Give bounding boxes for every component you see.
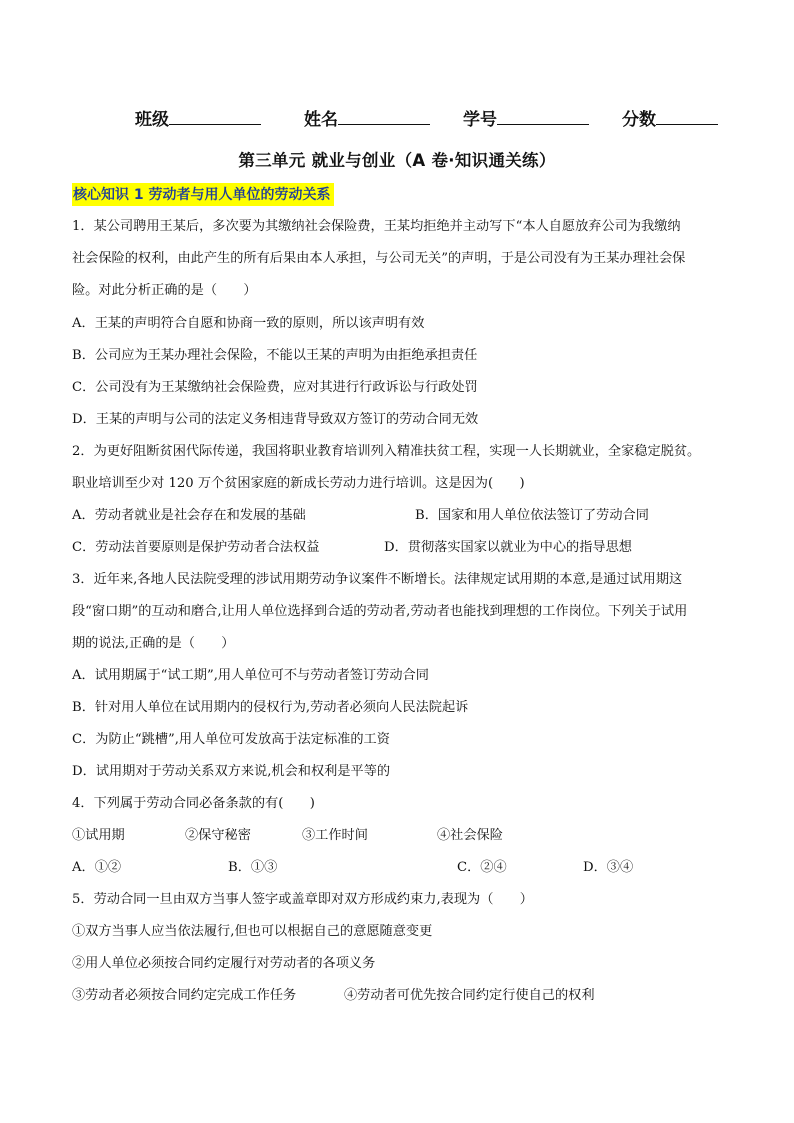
student-info-row [0,104,794,132]
q3-stem-line-1: 3．近年来,各地人民法院受理的涉试用期劳动争议案件不断增长。法律规定试用期的本意,是通过试用期这 [72,572,683,587]
q4-option-a[interactable]: A．①② [72,860,122,875]
score-blank[interactable] [656,104,718,125]
q2-stem-line-1: 2．为更好阻断贫困代际传递，我国将职业教育培训列入精准扶贫工程，实现一人长期就业，全家稳定脱贫。 [72,444,701,459]
name-label: 姓名 [304,110,338,130]
q2-stem-line-2: 职业培训至少对 120 万个贫困家庭的新成长劳动力进行培训。这是因为( ) [72,476,525,491]
student-id-label: 学号 [463,110,497,130]
q2-option-b[interactable]: B．国家和用人单位依法签订了劳动合同 [415,508,649,523]
q3-option-c[interactable]: C．为防止“跳槽”,用人单位可发放高于法定标准的工资 [72,732,390,747]
q3-option-d[interactable]: D．试用期对于劳动关系双方来说,机会和权利是平等的 [72,764,391,779]
q4-item-1: ①试用期 [72,828,125,843]
q4-item-3: ③工作时间 [302,828,368,843]
class-blank[interactable] [169,104,261,125]
q3-stem-line-3: 期的说法,正确的是（ ） [72,636,235,651]
score-field [622,104,718,130]
q5-item-1: ①双方当事人应当依法履行,但也可以根据自己的意愿随意变更 [72,924,433,939]
score-label: 分数 [622,110,656,130]
q4-option-b[interactable]: B．①③ [228,860,278,875]
q4-option-c[interactable]: C．②④ [457,860,507,875]
q3-option-a[interactable]: A．试用期属于“试工期”,用人单位可不与劳动者签订劳动合同 [72,668,429,683]
class-field [135,104,261,130]
q5-item-4: ④劳动者可优先按合同约定行使自己的权利 [344,988,595,1003]
q1-option-b[interactable]: B．公司应为王某办理社会保险，不能以王某的声明为由拒绝承担责任 [72,348,478,363]
q5-stem: 5．劳动合同一旦由双方当事人签字或盖章即对双方形成约束力,表现为（ ） [72,892,533,907]
q4-option-d[interactable]: D．③④ [583,860,634,875]
q4-stem: 4．下列属于劳动合同必备条款的有( ) [72,796,315,811]
q3-stem-line-2: 段“窗口期”的互动和磨合,让用人单位选择到合适的劳动者,劳动者也能找到理想的工作岗位。下列关于试用 [72,604,688,619]
student-id-blank[interactable] [497,104,589,125]
q1-stem-line-2: 社会保险的权利，由此产生的所有后果由本人承担，与公司无关”的声明，于是公司没有为王某办理社会保 [72,251,686,266]
q5-item-3: ③劳动者必须按合同约定完成工作任务 [72,988,297,1003]
page-title: 第三单元 就业与创业（A 卷·知识通关练） [238,151,556,170]
q1-stem-line-1: 1．某公司聘用王某后，多次要为其缴纳社会保险费，王某均拒绝并主动写下“本人自愿放弃公司为我缴纳 [72,219,681,234]
q1-option-a[interactable]: A．王某的声明符合自愿和协商一致的原则，所以该声明有效 [72,316,425,331]
section-heading: 核心知识 1 劳动者与用人单位的劳动关系 [72,183,334,206]
q2-option-c[interactable]: C．劳动法首要原则是保护劳动者合法权益 [72,540,320,555]
q2-option-a[interactable]: A．劳动者就业是社会存在和发展的基础 [72,508,306,523]
class-label: 班级 [135,110,169,130]
q2-option-d[interactable]: D．贯彻落实国家以就业为中心的指导思想 [384,540,632,555]
q5-item-2: ②用人单位必须按合同约定履行对劳动者的各项义务 [72,956,376,971]
q4-item-2: ②保守秘密 [185,828,251,843]
q1-option-d[interactable]: D．王某的声明与公司的法定义务相违背导致双方签订的劳动合同无效 [72,412,479,427]
name-blank[interactable] [338,104,430,125]
q1-stem-line-3: 险。对此分析正确的是（ ） [72,283,257,298]
q1-option-c[interactable]: C．公司没有为王某缴纳社会保险费，应对其进行行政诉讼与行政处罚 [72,380,478,395]
q4-item-4: ④社会保险 [437,828,503,843]
q3-option-b[interactable]: B．针对用人单位在试用期内的侵权行为,劳动者必须向人民法院起诉 [72,700,469,715]
name-field [304,104,430,130]
student-id-field [463,104,589,130]
